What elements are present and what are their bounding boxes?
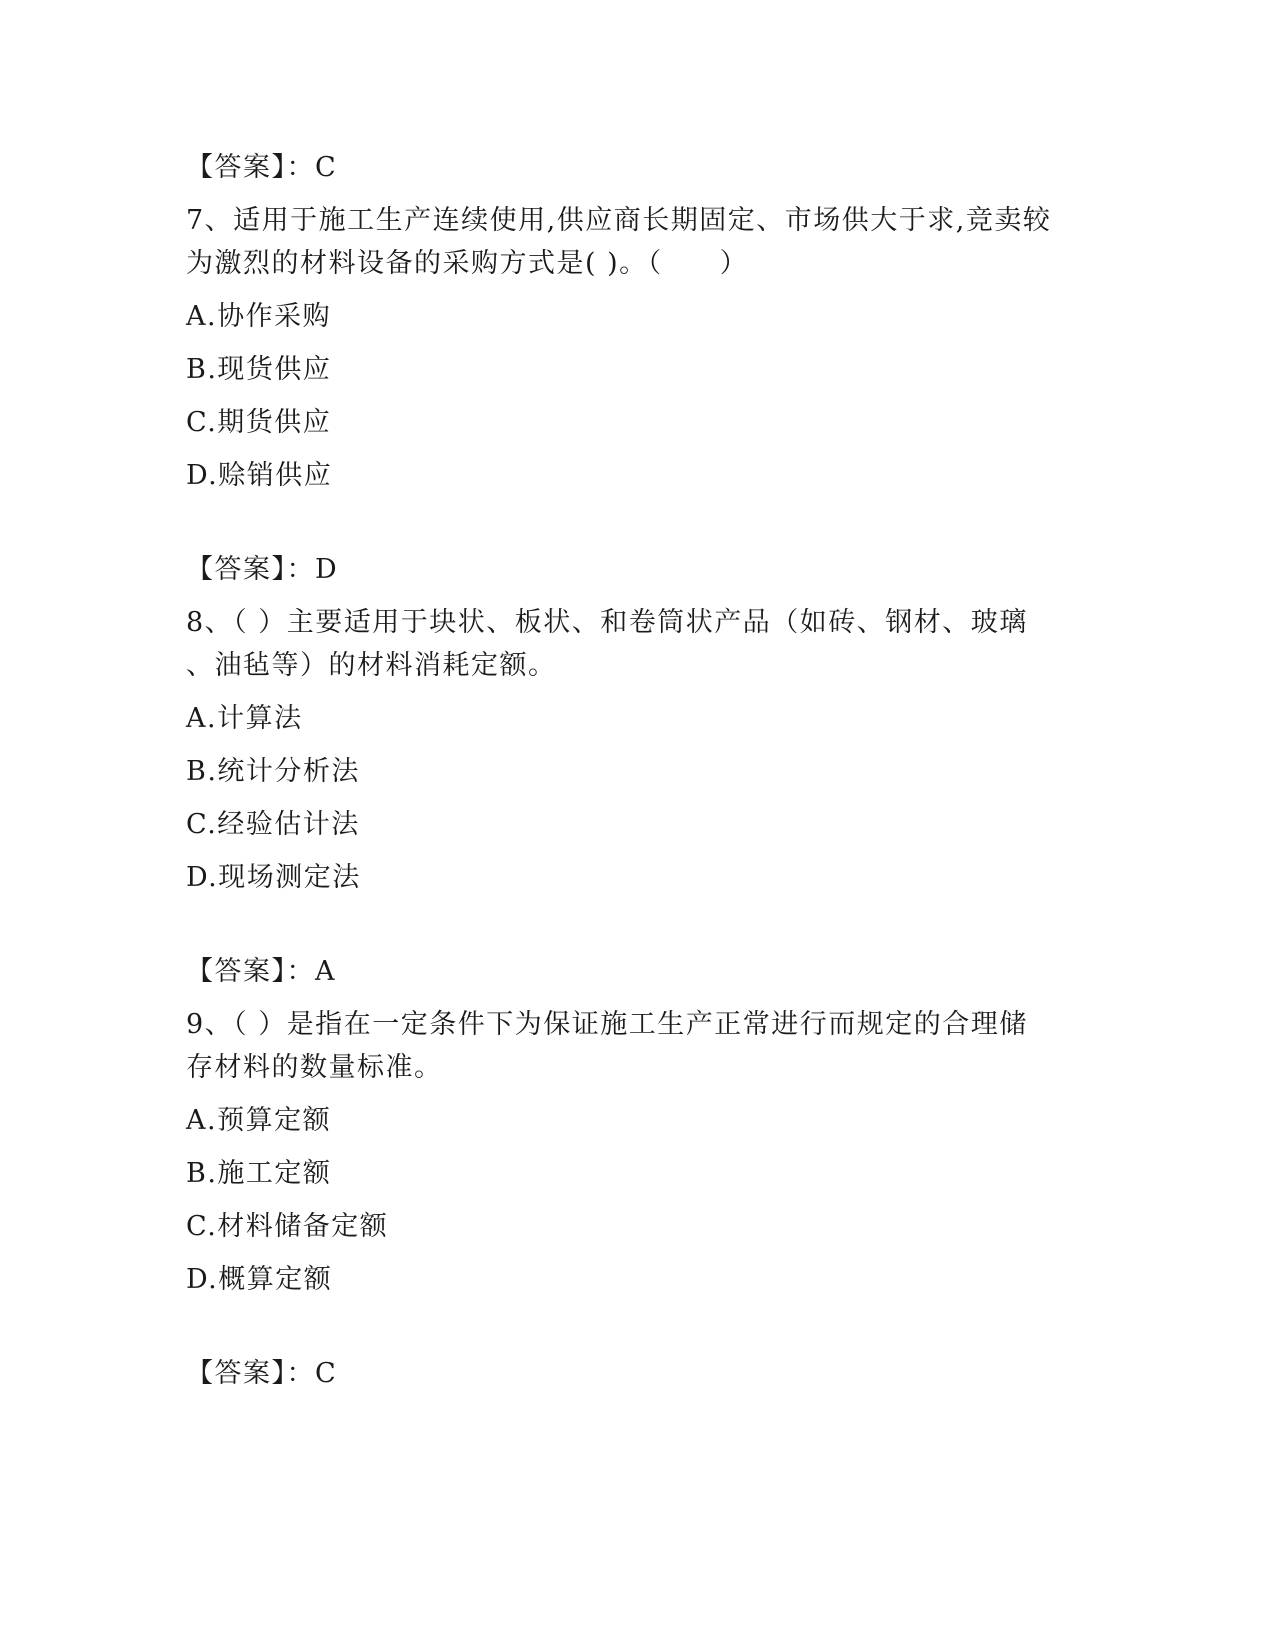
question-9-option-d: D.概算定额 [186, 1264, 333, 1295]
question-7-text-line-1: 7、适用于施工生产连续使用,供应商长期固定、市场供大于求,竞卖较 [186, 205, 1052, 236]
question-9-option-b: B.施工定额 [186, 1158, 332, 1189]
question-7-option-d: D.赊销供应 [186, 460, 333, 491]
question-7-option-c: C.期货供应 [186, 407, 332, 438]
answer-line: 【答案】：C [186, 152, 338, 183]
question-8-text-line-2: 、油毡等）的材料消耗定额。 [186, 650, 557, 681]
question-8-option-a: A.计算法 [186, 703, 303, 734]
question-9-text-line-2: 存材料的数量标准。 [186, 1052, 443, 1083]
question-7-option-a: A.协作采购 [186, 301, 332, 332]
question-9-answer: 【答案】：C [186, 1358, 338, 1389]
question-8-option-c: C.经验估计法 [186, 809, 360, 840]
question-9-option-c: C.材料储备定额 [186, 1211, 389, 1242]
question-7-text-line-2: 为激烈的材料设备的采购方式是( )。（ ） [186, 248, 749, 279]
question-9-text-line-1: 9、（ ）是指在一定条件下为保证施工生产正常进行而规定的合理储 [186, 1009, 1028, 1040]
question-8-text-line-1: 8、（ ）主要适用于块状、板状、和卷筒状产品（如砖、钢材、玻璃 [186, 607, 1028, 638]
question-7-option-b: B.现货供应 [186, 354, 332, 385]
question-9-option-a: A.预算定额 [186, 1105, 332, 1136]
question-8-option-d: D.现场测定法 [186, 862, 361, 893]
question-8-answer: 【答案】：A [186, 956, 336, 987]
question-8-option-b: B.统计分析法 [186, 756, 360, 787]
question-7-answer: 【答案】：D [186, 554, 339, 585]
